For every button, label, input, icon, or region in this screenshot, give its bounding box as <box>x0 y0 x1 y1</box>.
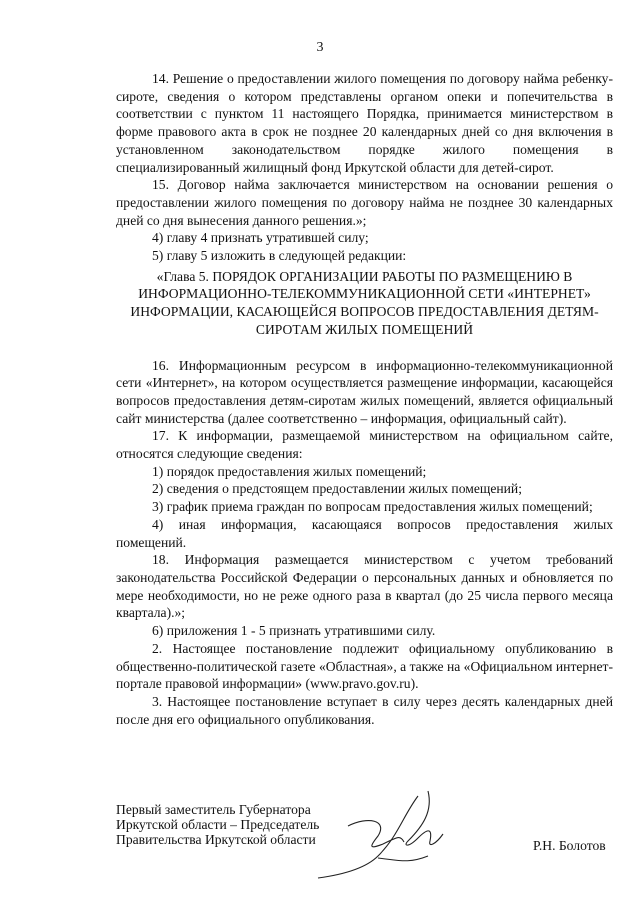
section-2: 2. Настоящее постановление подлежит официальному опубликованию в общественно-политической газете «Областная», а также на «Официальном интернет-портале правовой информации» (www.pravo.gov.ru). <box>116 640 613 692</box>
spacer <box>116 339 613 357</box>
paragraph-15: 15. Договор найма заключается министерством на основании решения о предоставлении жилого помещения по договору найма не позднее 30 календарных дней со дня вынесения данного решения.»; <box>116 177 613 228</box>
signatory-name: Р.Н. Болотов <box>533 838 606 853</box>
page-number: 3 <box>316 40 324 55</box>
list-item-4: 4) иная информация, касающаяся вопросов предоставления жилых помещений. <box>116 516 613 550</box>
paragraph-14: 14. Решение о предоставлении жилого помещения по договору найма ребенку-сироте, сведения о котором представлены органом опеки и попечительства в соответствии с пунктом 11 настоящего Порядка, принимается министерством в форме правового акта в срок не позднее 20 календарных дней со дня включения в установленном законодательством порядке жилого помещения в специализированный жилищный фонд Иркутской области для детей-сирот. <box>116 71 613 175</box>
chapter-heading: «Глава 5. ПОРЯДОК ОРГАНИЗАЦИИ РАБОТЫ ПО РАЗМЕЩЕНИЮ В ИНФОРМАЦИОННО-ТЕЛЕКОММУНИКАЦИОННОЙ СЕТИ «ИНТЕРНЕТ» ИНФОРМАЦИИ, КАСАЮЩЕЙСЯ ВОПРОСОВ ПРЕДОСТАВЛЕНИЯ ДЕТЯМ-СИРОТАМ ЖИЛЫХ ПОМЕЩЕНИЙ <box>130 268 599 337</box>
handwritten-signature <box>308 786 478 886</box>
paragraph-16: 16. Информационным ресурсом в информационно-телекоммуникационной сети «Интернет», на котором осуществляется размещение информации, касающейся вопросов предоставления детям-сиротам жилых помещений, является официальный сайт министерства (далее соответственно – информация, официальный сайт). <box>116 357 613 426</box>
amendment-item-5: 5) главу 5 изложить в следующей редакции: <box>152 248 407 264</box>
signatory-position-line: Иркутской области – Председатель <box>116 817 320 832</box>
paragraph-18: 18. Информация размещается министерством с учетом требований законодательства Российской Федерации о персональных данных и обновляется по мере необходимости, но не реже одного раза в квартал (до 25 числа первого месяца квартала).»; <box>116 552 613 621</box>
list-item-2: 2) сведения о предстоящем предоставлении жилых помещений; <box>152 481 522 497</box>
amendment-item-6: 6) приложения 1 - 5 признать утратившими силу. <box>152 623 436 639</box>
paragraph-17: 17. К информации, размещаемой министерством на официальном сайте, относятся следующие сведения: <box>116 428 613 462</box>
list-item-1: 1) порядок предоставления жилых помещений; <box>152 463 427 479</box>
amendment-item-4: 4) главу 4 признать утратившей силу; <box>152 230 369 246</box>
signatory-position <box>116 802 319 847</box>
list-item-3: 3) график приема граждан по вопросам предоставления жилых помещений; <box>152 499 593 515</box>
section-3: 3. Настоящее постановление вступает в силу через десять календарных дней после дня его официального опубликования. <box>116 693 613 727</box>
signatory-position-line: Первый заместитель Губернатора <box>116 802 311 817</box>
document-body <box>116 70 613 728</box>
signatory-position-line: Правительства Иркутской области <box>116 832 316 847</box>
